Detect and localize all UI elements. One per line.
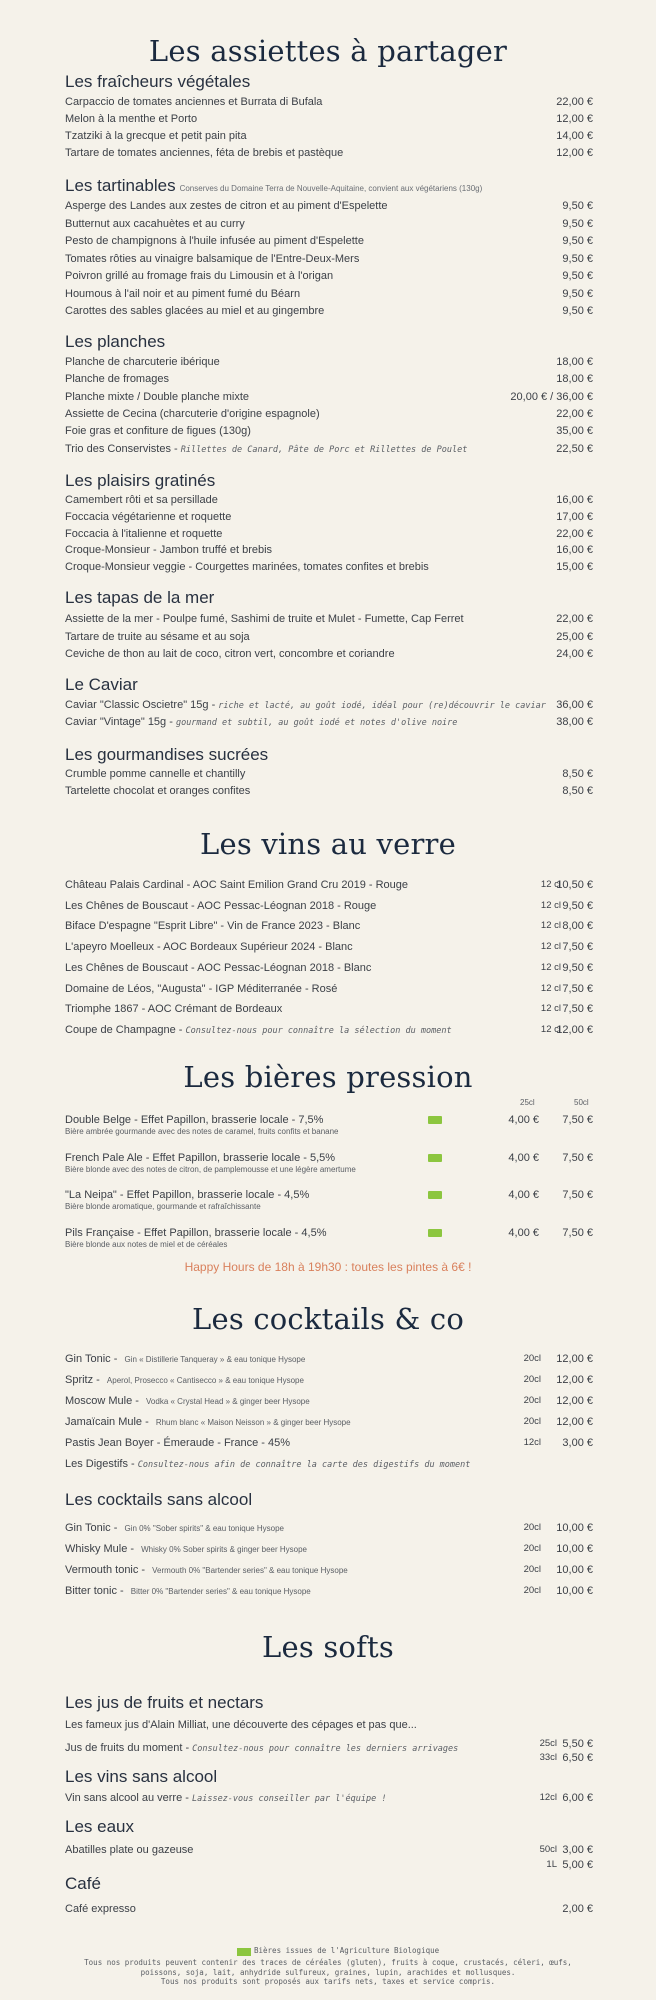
menu-item-desc: riche et lacté, au goût iodé, idéal pour (re)découvrir le caviar xyxy=(218,701,546,711)
menu-item-price: 15,00 € xyxy=(556,561,593,574)
menu-item-price: 9,50 € xyxy=(562,287,593,300)
category-sucrees-title: Les gourmandises sucrées xyxy=(65,745,269,764)
menu-item-label: Carpaccio de tomates anciennes et Burrata di Bufala xyxy=(65,96,323,108)
jus-name: Jus de fruits du moment - xyxy=(65,1742,193,1754)
menu-item-label: Planche de charcuterie ibérique xyxy=(65,356,220,368)
menu-item-name xyxy=(65,783,250,799)
menu-item-row xyxy=(65,371,593,387)
menu-item-row xyxy=(65,898,593,914)
digestifs-desc: Consultez-nous afin de connaître la carte des digestifs du moment xyxy=(137,1460,471,1470)
menu-item-label: Ceviche de thon au lait de coco, citron vert, concombre et coriandre xyxy=(65,648,395,660)
menu-item-volume: 20cl xyxy=(523,1585,541,1596)
vins-sans-row xyxy=(65,1790,593,1806)
menu-item-label: Planche mixte / Double planche mixte xyxy=(65,390,250,403)
eaux-vol-2: 1L xyxy=(546,1859,557,1870)
menu-item-price: 25,00 € xyxy=(556,630,593,643)
menu-item-row xyxy=(65,1520,593,1536)
menu-item-name xyxy=(65,898,376,914)
menu-item-row xyxy=(65,441,593,457)
menu-item-price: 7,50 € xyxy=(562,982,593,995)
bio-legend-text: Bières issues de l'Agriculture Biologique xyxy=(254,1946,440,1955)
menu-item-name xyxy=(65,94,322,110)
menu-item-name xyxy=(65,1022,452,1039)
menu-item-name xyxy=(65,1372,304,1389)
menu-item-label: Vermouth tonic - xyxy=(65,1564,149,1576)
menu-item-label: Coupe de Champagne - xyxy=(65,1023,186,1036)
menu-item-price: 16,00 € xyxy=(556,544,593,557)
menu-item-row xyxy=(65,542,593,558)
beer-row xyxy=(65,1225,593,1241)
menu-item-label: Assiette de Cecina (charcuterie d'origine espagnole) xyxy=(65,407,320,420)
menu-item-label: Pastis Jean Boyer - Émeraude - France - 45% xyxy=(65,1437,290,1449)
menu-item-price: 10,00 € xyxy=(556,1543,593,1555)
menu-item-row xyxy=(65,128,593,144)
cafe-row xyxy=(65,1901,593,1917)
menu-item-row xyxy=(65,389,593,405)
category-fraicheurs-title: Les fraîcheurs végétales xyxy=(65,72,251,91)
menu-item-price: 8,50 € xyxy=(562,768,593,780)
menu-item-row xyxy=(65,216,593,232)
menu-item-price: 12,00 € xyxy=(556,1023,593,1036)
menu-item-volume: 12 cl xyxy=(540,899,561,911)
menu-item-row xyxy=(65,423,593,439)
menu-item-price: 9,50 € xyxy=(562,217,593,230)
menu-item-name xyxy=(65,611,464,627)
menu-item-name xyxy=(65,542,272,558)
eaux-price-1: 3,00 € xyxy=(562,1844,593,1856)
menu-item-price: 10,00 € xyxy=(556,1522,593,1534)
menu-item-label: Pesto de champignons à l'huile infusée au piment d'Espelette xyxy=(65,235,364,247)
beer-row xyxy=(65,1187,593,1203)
menu-item-row xyxy=(65,268,593,284)
beer-price-25cl: 4,00 € xyxy=(508,1226,539,1239)
menu-item-row xyxy=(65,559,593,575)
menu-item-name xyxy=(65,509,231,525)
menu-item-label: Jamaïcain Mule - xyxy=(65,1416,152,1428)
menu-item-row xyxy=(65,783,593,799)
menu-item-name xyxy=(65,128,247,144)
happy-hours-banner: Happy Hours de 18h à 19h30 : toutes les pintes à 6€ ! xyxy=(184,1260,472,1274)
menu-item-desc: Rillettes de Canard, Pâte de Porc et Rillettes de Poulet xyxy=(180,444,468,455)
menu-item-price: 9,50 € xyxy=(562,252,593,265)
menu-item-label: Whisky Mule - xyxy=(65,1543,138,1555)
menu-item-price: 12,00 € xyxy=(556,113,593,125)
menu-item-label: Crumble pomme cannelle et chantilly xyxy=(65,768,246,780)
category-vins-sans-title: Les vins sans alcool xyxy=(65,1767,218,1786)
eaux-name: Abatilles plate ou gazeuse xyxy=(65,1844,194,1856)
vins-sans-name: Vin sans alcool au verre - xyxy=(65,1792,192,1804)
footer-line-1: Tous nos produits peuvent contenir des traces de céréales (gluten), fruits à coque, crustacés, céleri, œufs, xyxy=(84,1958,572,1967)
menu-item-row xyxy=(65,1351,593,1367)
menu-item-row xyxy=(65,697,593,713)
menu-item-price: 38,00 € xyxy=(556,716,593,728)
footer-allergens xyxy=(0,1958,656,1987)
category-tartinables-title xyxy=(65,176,482,196)
menu-item-row xyxy=(65,111,593,127)
menu-item-label: Les Chênes de Bouscaut - AOC Pessac-Léognan 2018 - Blanc xyxy=(65,961,372,974)
menu-item-volume: 12 cl xyxy=(540,920,561,932)
menu-item-name xyxy=(65,145,343,161)
menu-item-name xyxy=(65,423,251,440)
menu-item-name xyxy=(65,111,197,127)
menu-item-price: 12,00 € xyxy=(556,1353,593,1365)
menu-item-row xyxy=(65,1435,593,1451)
menu-item-name xyxy=(65,981,337,997)
eaux-price-2: 5,00 € xyxy=(562,1859,593,1871)
menu-item-name xyxy=(65,1541,307,1558)
menu-item-name xyxy=(65,714,457,731)
menu-item-price: 22,00 € xyxy=(556,527,593,540)
beer-row xyxy=(65,1112,593,1128)
menu-item-price: 10,50 € xyxy=(556,879,593,891)
beer-row xyxy=(65,1150,593,1166)
menu-item-label: Gin Tonic - xyxy=(65,1522,121,1534)
menu-item-row xyxy=(65,526,593,542)
menu-item-name xyxy=(65,1562,348,1579)
menu-item-label: Spritz - xyxy=(65,1374,103,1386)
menu-item-label: Bitter tonic - xyxy=(65,1585,127,1597)
menu-item-row xyxy=(65,492,593,508)
menu-item-name xyxy=(65,371,169,388)
beer-name: Pils Française - Effet Papillon, brasserie locale - 4,5% xyxy=(65,1226,327,1239)
menu-item-label: Château Palais Cardinal - AOC Saint Emilion Grand Cru 2019 - Rouge xyxy=(65,879,409,891)
menu-item-volume: 12cl xyxy=(523,1437,541,1448)
category-caviar-title: Le Caviar xyxy=(65,675,138,694)
bieres-col-50cl: 50cl xyxy=(574,1098,589,1107)
category-tapas-title: Les tapas de la mer xyxy=(65,588,215,607)
menu-item-label: Assiette de la mer - Poulpe fumé, Sashimi de truite et Mulet - Fumette, Cap Ferret xyxy=(65,613,464,625)
beer-price-25cl: 4,00 € xyxy=(508,1189,539,1201)
menu-item-volume: 12 cl xyxy=(540,982,561,994)
menu-item-volume: 12 cl xyxy=(540,961,561,973)
bio-badge-icon xyxy=(428,1116,442,1124)
menu-item-price: 7,50 € xyxy=(562,1003,593,1016)
category-planches-title: Les planches xyxy=(65,332,166,351)
menu-item-row xyxy=(65,1393,593,1409)
beer-name: French Pale Ale - Effet Papillon, brasserie locale - 5,5% xyxy=(65,1151,336,1164)
menu-item-label: Camembert rôti et sa persillade xyxy=(65,494,218,506)
menu-item-name xyxy=(65,1583,311,1600)
menu-item-label: Melon à la menthe et Porto xyxy=(65,113,198,125)
menu-item-name xyxy=(65,251,359,267)
vins-sans-desc: Laissez-vous conseiller par l'équipe ! xyxy=(191,1794,387,1804)
menu-item-row xyxy=(65,94,593,110)
bio-badge-icon xyxy=(428,1191,442,1199)
menu-item-name xyxy=(65,766,245,782)
menu-item-row xyxy=(65,1372,593,1388)
menu-item-label: Caviar "Vintage" 15g - xyxy=(65,716,176,728)
menu-item-row xyxy=(65,145,593,161)
menu-item-row xyxy=(65,1022,593,1038)
menu-item-row xyxy=(65,1001,593,1017)
menu-item-price: 9,50 € xyxy=(562,235,593,247)
menu-item-name xyxy=(65,441,467,458)
menu-item-label: L'apeyro Moelleux - AOC Bordeaux Supérieur 2024 - Blanc xyxy=(65,941,353,954)
menu-item-row xyxy=(65,286,593,302)
beer-price-50cl: 7,50 € xyxy=(562,1114,593,1126)
tartinables-note: Conserves du Domaine Terra de Nouvelle-Aquitaine, convient aux végétariens (130g) xyxy=(179,184,483,193)
menu-item-desc: gourmand et subtil, au goût iodé et notes d'olive noire xyxy=(175,718,458,728)
menu-item-label: Tzatziki à la grecque et petit pain pita xyxy=(65,130,247,142)
digestifs-name: Les Digestifs - xyxy=(65,1458,138,1470)
menu-item-desc: Rhum blanc « Maison Neisson » & ginger beer Hysope xyxy=(155,1418,351,1427)
menu-item-price: 20,00 € / 36,00 € xyxy=(510,390,593,403)
menu-item-label: Tartare de tomates anciennes, féta de brebis et pastèque xyxy=(65,147,344,159)
menu-item-price: 22,00 € xyxy=(556,613,593,625)
eaux-row xyxy=(65,1842,593,1871)
menu-item-label: Tartelette chocolat et oranges confites xyxy=(65,785,251,797)
menu-item-label: Foccacia végétarienne et roquette xyxy=(65,510,232,523)
menu-item-price: 10,00 € xyxy=(556,1585,593,1597)
eaux-vol-1: 50cl xyxy=(539,1844,557,1855)
menu-item-label: Houmous à l'ail noir et au piment fumé du Béarn xyxy=(65,287,301,300)
bio-badge-icon xyxy=(428,1229,442,1237)
footer-line-2: poissons, soja, lait, anhydride sulfureux, graines, lupin, arachides et mollusques. xyxy=(140,1967,516,1977)
menu-item-label: Domaine de Léos, "Augusta" - IGP Méditerranée - Rosé xyxy=(65,982,338,995)
menu-item-row xyxy=(65,233,593,249)
menu-item-desc: Gin « Distillerie Tanqueray » & eau tonique Hysope xyxy=(124,1355,306,1364)
menu-item-row xyxy=(65,1583,593,1599)
menu-item-price: 17,00 € xyxy=(556,510,593,523)
jus-price-2: 6,50 € xyxy=(562,1752,593,1764)
section-title-softs: Les softs xyxy=(262,1630,394,1664)
menu-item-row xyxy=(65,198,593,214)
menu-item-row xyxy=(65,877,593,893)
menu-item-row xyxy=(65,251,593,267)
beer-name: "La Neipa" - Effet Papillon, brasserie locale - 4,5% xyxy=(65,1189,310,1201)
jus-vol-1: 25cl xyxy=(539,1738,557,1749)
menu-item-name xyxy=(65,526,222,542)
menu-item-name xyxy=(65,960,371,976)
menu-item-price: 36,00 € xyxy=(556,699,593,711)
menu-item-name xyxy=(65,918,360,934)
menu-item-desc: Consultez-nous pour connaître la sélection du moment xyxy=(185,1025,452,1036)
menu-item-label: Tomates rôties au vinaigre balsamique de l'Entre-Deux-Mers xyxy=(65,252,360,265)
menu-item-price: 8,00 € xyxy=(562,920,593,933)
jus-vol-2: 33cl xyxy=(539,1752,557,1763)
menu-item-price: 16,00 € xyxy=(556,494,593,506)
menu-item-price: 9,50 € xyxy=(562,270,593,282)
menu-item-row xyxy=(65,939,593,955)
menu-item-label: Les Chênes de Bouscaut - AOC Pessac-Léognan 2018 - Rouge xyxy=(65,899,377,912)
menu-item-volume: 20cl xyxy=(523,1374,541,1385)
menu-item-price: 35,00 € xyxy=(556,425,593,438)
menu-item-name xyxy=(65,303,324,319)
section-title-assiettes: Les assiettes à partager xyxy=(148,34,508,68)
menu-item-name xyxy=(65,198,388,214)
section-title-cocktails: Les cocktails & co xyxy=(192,1302,464,1336)
menu-item-volume: 20cl xyxy=(523,1353,541,1364)
beer-price-50cl: 7,50 € xyxy=(562,1189,593,1201)
menu-item-name xyxy=(65,268,333,284)
menu-item-price: 9,50 € xyxy=(562,899,593,912)
section-title-vins: Les vins au verre xyxy=(200,827,456,861)
menu-item-name xyxy=(65,646,395,662)
menu-item-price: 3,00 € xyxy=(562,1437,593,1449)
menu-item-volume: 20cl xyxy=(523,1416,541,1427)
beer-price-50cl: 7,50 € xyxy=(562,1151,593,1164)
menu-item-label: Biface D'espagne "Esprit Libre" - Vin de France 2023 - Blanc xyxy=(65,920,361,933)
section-title-bieres: Les bières pression xyxy=(183,1060,473,1094)
menu-item-label: Foccacia à l'italienne et roquette xyxy=(65,527,223,540)
menu-item-price: 9,50 € xyxy=(562,961,593,974)
menu-item-row xyxy=(65,509,593,525)
beer-description: Bière blonde avec des notes de citron, de pamplemousse et une légère amertume xyxy=(65,1164,356,1174)
footer-line-3: Tous nos produits sont proposés aux tarifs nets, taxes et service compris. xyxy=(160,1977,496,1986)
menu-item-name xyxy=(65,1414,351,1431)
cafe-price: 2,00 € xyxy=(562,1903,593,1915)
vins-sans-vol: 12cl xyxy=(539,1792,557,1803)
menu-item-price: 22,00 € xyxy=(556,407,593,420)
menu-item-volume: 20cl xyxy=(523,1395,541,1406)
bio-legend-icon xyxy=(237,1948,251,1956)
menu-item-row xyxy=(65,918,593,934)
menu-item-price: 12,00 € xyxy=(556,1374,593,1386)
menu-item-row xyxy=(65,611,593,627)
menu-item-row xyxy=(65,714,593,730)
menu-item-desc: Whisky 0% Sober spirits & ginger beer Hysope xyxy=(141,1545,307,1554)
menu-item-label: Planche de fromages xyxy=(65,373,169,386)
category-jus-title: Les jus de fruits et nectars xyxy=(65,1693,264,1712)
menu-item-name xyxy=(65,406,320,423)
menu-item-name xyxy=(65,697,546,714)
menu-item-row xyxy=(65,1541,593,1557)
menu-item-volume: 20cl xyxy=(523,1543,541,1554)
menu-item-row xyxy=(65,1414,593,1430)
category-sans-alcool-title: Les cocktails sans alcool xyxy=(65,1490,253,1509)
category-cafe-title: Café xyxy=(65,1874,101,1893)
menu-item-price: 24,00 € xyxy=(556,648,593,660)
menu-item-label: Croque-Monsieur - Jambon truffé et brebis xyxy=(65,544,273,557)
menu-item-row xyxy=(65,646,593,662)
menu-item-desc: Bitter 0% "Bartender series" & eau tonique Hysope xyxy=(130,1587,311,1596)
menu-item-volume: 12 cl xyxy=(540,879,561,890)
category-gratines-title: Les plaisirs gratinés xyxy=(65,471,216,490)
menu-item-name xyxy=(65,492,218,508)
menu-item-price: 12,00 € xyxy=(556,1416,593,1428)
jus-row xyxy=(65,1738,593,1764)
jus-desc: Consultez-nous pour connaître les derniers arrivages xyxy=(192,1744,459,1754)
menu-item-name xyxy=(65,1520,284,1537)
menu-item-label: Croque-Monsieur veggie - Courgettes marinées, tomates confites et brebis xyxy=(65,561,429,574)
menu-item-price: 9,50 € xyxy=(562,305,593,317)
menu-item-label: Caviar "Classic Oscietre" 15g - xyxy=(65,699,219,711)
menu-item-price: 12,00 € xyxy=(556,1395,593,1407)
menu-item-price: 14,00 € xyxy=(556,130,593,142)
menu-item-name xyxy=(65,286,300,302)
menu-item-label: Moscow Mule - xyxy=(65,1395,143,1407)
bieres-col-25cl: 25cl xyxy=(520,1098,535,1107)
menu-item-price: 10,00 € xyxy=(556,1564,593,1576)
beer-description: Bière blonde aux notes de miel et de céréales xyxy=(65,1239,228,1249)
tartinables-title: Les tartinables xyxy=(65,176,176,195)
menu-item-label: Tartare de truite au sésame et au soja xyxy=(65,630,250,643)
menu-item-name xyxy=(65,1435,290,1451)
jus-price-1: 5,50 € xyxy=(562,1738,593,1750)
category-eaux-title: Les eaux xyxy=(65,1817,134,1836)
menu-item-volume: 12 cl xyxy=(540,1023,561,1035)
menu-item-label: Poivron grillé au fromage frais du Limousin et à l'origan xyxy=(65,270,334,282)
menu-item-price: 9,50 € xyxy=(562,200,593,212)
beer-description: Bière ambrée gourmande avec des notes de caramel, fruits confits et banane xyxy=(65,1127,339,1136)
menu-item-price: 12,00 € xyxy=(556,147,593,159)
menu-item-desc: Vodka « Crystal Head » & ginger beer Hysope xyxy=(146,1397,310,1406)
jus-intro: Les fameux jus d'Alain Milliat, une découverte des cépages et pas que... xyxy=(65,1719,417,1731)
menu-item-desc: Vermouth 0% "Bartender series" & eau tonique Hysope xyxy=(152,1566,348,1575)
menu-item-price: 7,50 € xyxy=(562,941,593,954)
menu-item-price: 22,00 € xyxy=(556,96,593,108)
beer-description: Bière blonde aromatique, gourmande et rafraîchissante xyxy=(65,1202,261,1211)
menu-item-price: 8,50 € xyxy=(562,785,593,797)
menu-item-name xyxy=(65,354,220,371)
menu-item-price: 22,50 € xyxy=(556,442,593,455)
menu-item-label: Triomphe 1867 - AOC Crémant de Bordeaux xyxy=(65,1003,283,1016)
menu-item-label: Trio des Conservistes - xyxy=(65,442,181,455)
menu-item-name xyxy=(65,629,250,645)
menu-item-desc: Aperol, Prosecco « Cantisecco » & eau tonique Hysope xyxy=(106,1376,304,1385)
beer-price-25cl: 4,00 € xyxy=(508,1114,539,1126)
vins-sans-price: 6,00 € xyxy=(562,1792,593,1804)
beer-price-50cl: 7,50 € xyxy=(562,1226,593,1239)
menu-item-row xyxy=(65,960,593,976)
beer-name: Double Belge - Effet Papillon, brasserie locale - 7,5% xyxy=(65,1114,324,1126)
menu-item-name xyxy=(65,1001,282,1017)
menu-item-label: Butternut aux cacahuètes et au curry xyxy=(65,217,245,230)
menu-item-volume: 12 cl xyxy=(540,1003,561,1015)
menu-item-volume: 20cl xyxy=(523,1564,541,1575)
menu-item-volume: 20cl xyxy=(523,1522,541,1533)
menu-item-desc: Gin 0% "Sober spirits" & eau tonique Hysope xyxy=(124,1524,284,1533)
menu-item-name xyxy=(65,1393,310,1410)
menu-item-name xyxy=(65,877,408,893)
menu-item-label: Asperge des Landes aux zestes de citron et au piment d'Espelette xyxy=(65,200,388,212)
menu-item-row xyxy=(65,766,593,782)
menu-item-name xyxy=(65,233,364,249)
menu-item-name xyxy=(65,216,245,232)
menu-item-row xyxy=(65,354,593,370)
menu-item-row xyxy=(65,981,593,997)
menu-item-price: 18,00 € xyxy=(556,373,593,386)
menu-item-name xyxy=(65,559,429,575)
cafe-name: Café expresso xyxy=(65,1903,136,1915)
menu-item-row xyxy=(65,303,593,319)
menu-item-label: Carottes des sables glacées au miel et au gingembre xyxy=(65,305,325,317)
menu-item-label: Foie gras et confiture de figues (130g) xyxy=(65,425,251,438)
menu-item-row xyxy=(65,406,593,422)
menu-item-label: Gin Tonic - xyxy=(65,1353,121,1365)
menu-item-price: 18,00 € xyxy=(556,356,593,368)
menu-item-row xyxy=(65,1562,593,1578)
beer-price-25cl: 4,00 € xyxy=(508,1151,539,1164)
digestifs-row xyxy=(65,1456,593,1472)
menu-item-name xyxy=(65,389,249,406)
menu-item-volume: 12 cl xyxy=(540,941,561,953)
menu-item-row xyxy=(65,629,593,645)
menu-item-name xyxy=(65,939,353,955)
bio-badge-icon xyxy=(428,1154,442,1162)
menu-item-name xyxy=(65,1351,305,1368)
